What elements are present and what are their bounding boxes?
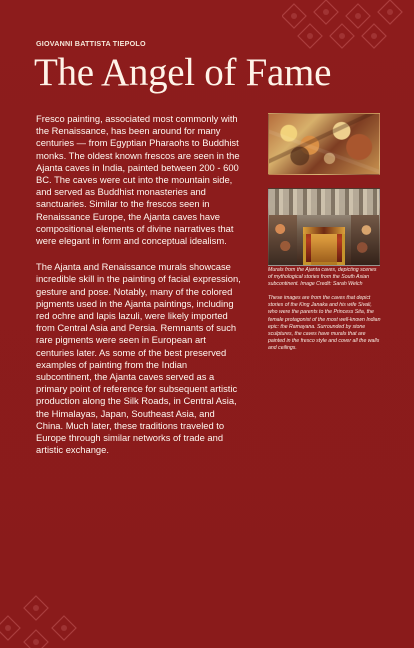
image-caption [268,267,382,359]
top-ornament-icon [282,0,408,56]
page-title: The Angel of Fame [34,51,332,94]
mural-image-1 [268,113,380,175]
main-text [36,113,241,470]
stone-frieze [269,189,379,215]
caption-1: Murals from the Ajanta caves, depicting scenes of mythological stories from the South Asian subcontinent. Image Credit: Sarah Welch [268,267,377,288]
paragraph-1: Fresco painting, associated most commonly with the Renaissance, has been around for many centuries — from Egyptian Pharaohs to Buddhist monks. The oldest known frescos are seen in the Ajanta caves in India, painted between 200 - 600 BC. The caves were cut into the mountain side, and served as Buddhist monasteries and sanctuaries. Similar to the frescos seen in Renaissance Europe, the Ajanta caves have compositional elements of divine narratives that were elegant in form and conceptual idealism. [36,113,240,247]
caption-2: These images are from the caves that depict stories of the King Janaka and his wife Sivali, who were the parents to the Princess Sita, the female protagonist of the most well-known Indian epic: the Ramayana. Surrounded by stone sculptures, the caves have murals that are painted in the fresco style and cover all the walls and ceilings. [268,295,381,351]
bottom-ornament-icon [0,576,94,648]
mural-image-2 [268,188,380,266]
paragraph-2: The Ajanta and Renaissance murals showcase incredible skill in the painting of facial expression, gesture and pose. Notably, many of the colored pigments used in the Ajanta paintings, including red ochre and lapis lazuli, were likely imported from Central Asia and Persia. Remnants of such rare pigments were seen in European art centuries later. As some of the best preserved examples of painting from the Indian subcontinent, the Ajanta caves served as a primary point of reference for subsequent artistic production along the Silk Roads, in Central Asia, the Himalayas, Japan, Southeast Asia, and China. Much later, these traditions traveled to Europe through similar networks of trade and artistic exchange. [36,261,241,456]
author-label: GIOVANNI BATTISTA TIEPOLO [36,39,146,48]
temple-doorway [303,227,345,265]
mural-wall-left [269,215,297,265]
image-column [268,113,378,266]
mural-wall-right [351,215,379,265]
